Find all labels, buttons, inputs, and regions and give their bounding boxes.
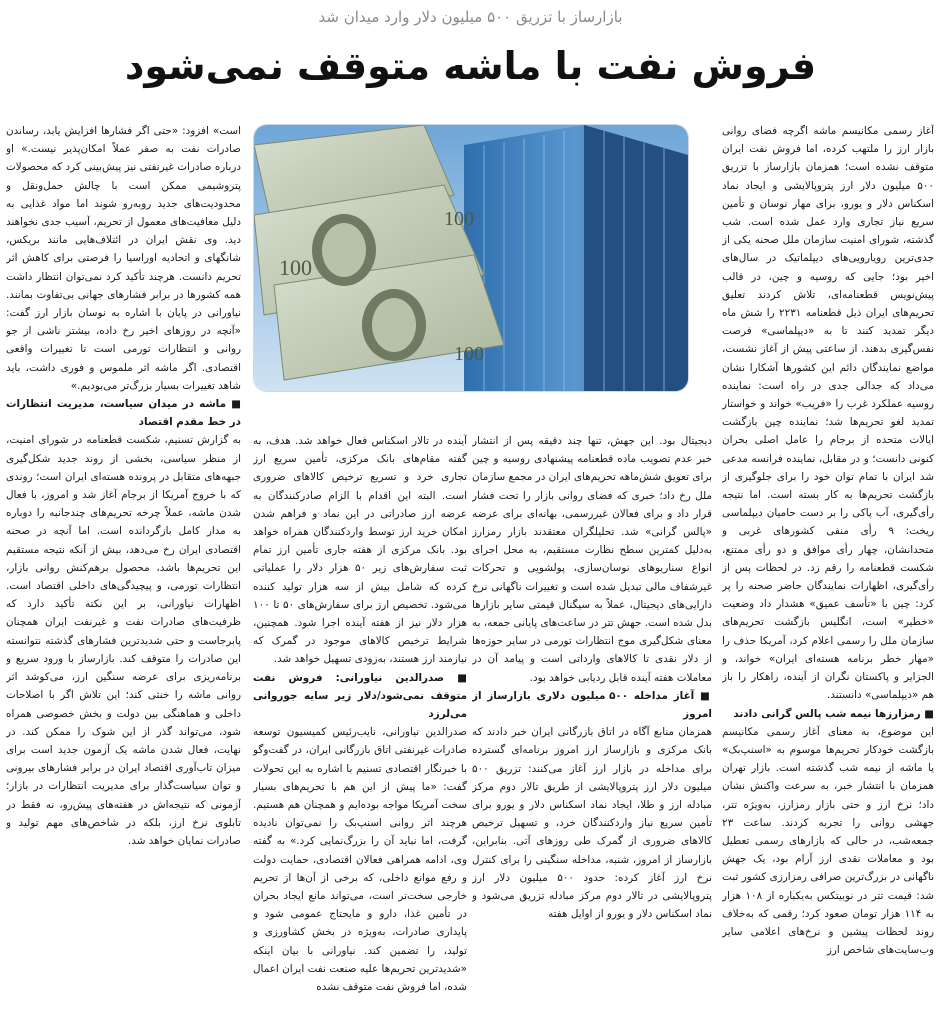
article-column-1 [722,122,934,1018]
article-photo [253,124,689,392]
svg-text:100: 100 [279,255,312,280]
section-subheading: ■ صدرالدین نیاورانی: فروش نفت متوقف نمی‌شود/دلار زیر سایه جوروانی می‌لرزد [253,671,467,721]
section-subheading: ■ رمزارزها نیمه شب پالس گرانی دادند [733,707,934,720]
body-paragraph: به گزارش تسنیم، شکست قطعنامه در شورای امنیت، از منظر سیاسی، بخشی از روند جدید شکل‌گیری جبهه‌های متقابل در پرونده هسته‌ای ایران است؛ روندی که با خروج آمریکا از برجام آغاز شد و امروز، با فعال شدن ماشه، عملاً چرخه تحریم‌های چندجانبه را دوباره به مدار کامل بازگردانده است. اما آنچه در صحنه اقتصادی ایران رخ می‌دهد، بیش از آنکه نتیجه مستقیم این تحریم‌ها باشد، محصول برهم‌کنش روانی بازار، انتظارات تورمی، و پیچیدگی‌های داخلی اقتصاد است. اظهارات نیاورانی، بر این نکته تأکید دارد که ظرفیت‌های صادرات نفت و غیرنفت ایران همچنان پابرجاست و حتی شدیدترین فشارهای گذشته نتوانسته این صادرات را متوقف کند. بازارساز با ورود سریع و برنامه‌ریزی برای عرضه سنگین ارز، می‌کوشد اثر روانی ماشه را خنثی کند؛ این تلاش اگر با اصلاحات داخلی و هماهنگی بین دولت و بخش خصوصی همراه شود، می‌تواند گذر از این شوک را ممکن کند. در نهایت، فعال شدن ماشه یک آزمون جدید است برای میزان تاب‌آوری اقتصاد ایران در برابر فشارهای بیرونی و توان سیاست‌گذار برای مدیریت انتظارات در بازار؛ آزمونی که نتیجه‌اش در هفته‌های پیش‌رو، نه فقط در تابلوی نرخ ارز، بلکه در شاخص‌های مهم تولید و صادرات نمایان خواهد شد. [6,434,241,847]
section-subheading: ■ آغاز مداخله ۵۰۰ میلیون دلاری بازارساز از امروز [472,689,712,721]
body-paragraph: است» افزود: «حتی اگر فشارها افزایش یابد، رساندن صادرات نفت به صفر عملاً امکان‌پذیر نیست.» او درباره صادرات غیرنفتی نیز پیش‌بینی کرد که محصولات پتروشیمی ممکن است با چالش حمل‌ونقل و محدودیت‌های جدید روبه‌رو شوند اما مواد غذایی به دلیل معافیت‌های معمول از تحریم، آسیب جدی نخواهند دید. وی نقش ایران در ائتلاف‌هایی مانند بریکس، شانگهای و اتحادیه اوراسیا را فرصتی برای کاهش اثر تحریم دانست. هرچند تأکید کرد نمی‌توان انتظار داشت همه کشورها در برابر فشارهای جهانی بی‌تفاوت بمانند. نیاورانی در پایان با اشاره به نوسان بازار ارز گفت: «آنچه در روزهای اخیر رخ داده، بیشتر ناشی از جو روانی و انتظارات تورمی است تا تغییرات واقعی اقتصادی. اگر ماشه اثر ملموس و فوری داشت، باید شاهد تغییرات بسیار بزرگ‌تر می‌بودیم.» [6,125,241,392]
svg-text:100: 100 [444,208,474,230]
body-paragraph: آینده در تالار اسکناس فعال خواهد شد. هدف، به گفته مقام‌های بانک مرکزی، تأمین سریع ارز تجاری خرد و تسریع ترخیص کالاهای ضروری است. البته این اقدام با الزام صادرکنندگان به عرضه ارز صادراتی در این نماد و فراهم شدن امکان خرید ارز توسط واردکنندگان همراه خواهد بود. بانک مرکزی از هفته جاری تأمین ارز تمام ثبت سفارش‌های زیر ۵۰ هزار دلار را عملیاتی کرده که شامل بیش از سه هزار تولید کننده می‌شود. تخصیص ارز برای سفارش‌های ۵۰ تا ۱۰۰ هزار دلار نیز از هفته آینده اجرا شود. همچنین، شرایط ترخیص کالاهای موجود در گمرک که نیازمند ارز هستند، به‌زودی تسهیل خواهد شد. [253,435,467,666]
svg-text:100: 100 [454,343,484,365]
body-paragraph: آغاز رسمی مکانیسم ماشه اگرچه فضای روانی بازار ارز را ملتهب کرده، اما فروش نفت ایران متوقف نشده است؛ همزمان بازارساز با تزریق ۵۰۰ میلیون دلار ارز پتروپالایشی و ایجاد نماد اسکناس دلار و یورو، برای مهار نوسان و تأمین سریع نیاز تجاری وارد عمل شده است. شب گذشته، شورای امنیت سازمان ملل صحنه یکی از جدی‌ترین رویارویی‌های دیپلماتیک در سال‌های اخیر بود؛ جایی که روسیه و چین، در قالب پیش‌نویس قطعنامه‌ای، تلاش کردند تعلیق تحریم‌های ایران ذیل قطعنامه ۲۲۳۱ را شش ماه دیگر تمدید کنند تا به «دیپلماسی» فرصت نفس‌گیری بدهند. از ساعتی پیش از آغاز نشست، مواضع نمایندگان دائم این کشورها آشکارا نشان می‌داد که جدالی جدی در راه است: نماینده روسیه عملکرد غرب را «فریب» خواند و خواستار تمدید لغو تحریم‌ها شد؛ نماینده چین بازگشت ایالات متحده از برجام را عامل اصلی بحران کنونی دانست؛ و در مقابل، نماینده فرانسه مدعی شد ایران با تمام توان خود را برای جلوگیری از بازگشت تحریم‌ها به کار بسته است. اما نتیجه رأی‌گیری، آب پاکی را بر دست حامیان دیپلماسی ریخت: ۹ رأی منفی کشورهای غربی و متحدانشان، چهار رأی موافق و دو رأی ممتنع، شکست قطعنامه را رقم زد. در لحظات پس از رأی‌گیری، اظهارات نمایندگان حاضر صحنه را پر کرد: چین با «تأسف عمیق» هشدار داد وضعیت «خطیر» است، انگلیس بازگشت تحریم‌های سازمان ملل را رسمی اعلام کرد، آمریکا حذف را «مهار خطر برنامه هسته‌ای ایران» خواند، و الجزایر و پاکستان نگران از آینده، راهکار را باز هم «دیپلماسی» دانستند. [722,125,934,702]
body-paragraph: صدرالدین نیاورانی، نایب‌رئیس کمیسیون توسعه صادرات غیرنفتی اتاق بازرگانی ایران، در گفت‌وگو با خبرنگار اقتصادی تسنیم با اشاره به این تحولات گفت: «ما پیش از این هم با تحریم‌های بسیار سخت آمریکا مواجه بوده‌ایم و همچنان هم هستیم. هرچند اثر روانی اسنپ‌بک را نمی‌توان نادیده گرفت، اما نباید آن را بزرگ‌نمایی کرد.» به گفته وی، ادامه همراهی فعالان اقتصادی، حمایت دولت و رفع موانع داخلی، که برخی از آن‌ها از تحریم خارجی سخت‌تر است، می‌تواند مانع ایجاد بحران در تأمین غذا، دارو و مایحتاج عمومی شود و پایداری صادرات، به‌ویژه در بخش کشاورزی و تولید، را تضمین کند. نیاورانی با بیان اینکه «شدیدترین تحریم‌ها علیه صنعت نفت ایران اعمال شده، اما فروش نفت متوقف نشده [253,726,467,994]
body-paragraph: دیجیتال بود. این جهش، تنها چند دقیقه پس از انتشار خبر عدم تصویب ماده قطعنامه پیشنهادی روسیه و چین برای تعویق شش‌ماهه تحریم‌های ایران در مجمع سازمان ملل رخ داد؛ خبری که فضای روانی بازار را تحت فشار قرار داد و برای فعالان غیررسمی، بهانه‌ای برای عرضه «پالس گرانی» شد. تحلیلگران معتقدند بازار رمزارز به‌دلیل کمترین سطح نظارت مستقیم، به محل اجرای انواع سناریوهای نوسان‌سازی، پولشویی و تحرکات غیرشفاف مالی تبدیل شده است و تغییرات ناگهانی نرخ دارایی‌های دیجیتال، عملاً به سیگنال قیمتی سایر بازارها بدل شده است. جهش تتر در ساعت‌های پایانی جمعه، به معنای شکل‌گیری موج انتظارات تورمی در سایر حوزه‌ها از دلار نقدی تا کالاهای وارداتی است و پیامد آن در معاملات هفته آینده قابل ردیابی خواهد بود. [472,435,712,684]
article-column-2 [472,432,712,1018]
kicker-subtitle: بازارساز با تزریق ۵۰۰ میلیون دلار وارد میدان شد [318,8,623,26]
body-paragraph: همزمان منابع آگاه در اتاق بازرگانی ایران خبر دادند که بانک مرکزی و بازارساز ارز امروز برنامه‌ای گسترده برای مداخله در بازار ارز آغاز می‌کنند: تزریق ۵۰۰ میلیون دلار ارز پتروپالایشی از طریق تالار دوم مرکز مبادله ارز و طلا، ایجاد نماد اسکناس دلار و یورو برای تأمین سریع نیاز واردکنندگان خرد، و تسهیل ترخیص کالاهای ضروری از گمرک طی روزهای آتی. بنابراین، بازارساز از امروز، شنبه، مداخله سنگینی را برای کنترل نرخ ارز آغاز کرده: حدود ۵۰۰ میلیون دلار ارز پتروپالایشی در تالار دوم مرکز مبادله تزریق می‌شود و نماد اسکناس دلار و یورو از اوایل هفته [472,726,712,921]
body-paragraph: این موضوع، به معنای آغاز رسمی مکانیسم بازگشت خودکار تحریم‌ها موسوم به «اسنپ‌بک» یا ماشه از نیمه شب گذشته است. بازار تهران همزمان با انتشار خبر، به سرعت واکنش نشان داد؛ نرخ ارز و حتی بازار رمزارز، به‌ویژه تتر، جهشی روانی را تجربه کردند. ساعت ۲۳ جمعه‌شب، در حالی که بازارهای رسمی تعطیل بود و معاملات نقدی ارز آرام بود، یک جهش ناگهانی در بزرگ‌ترین صرافی رمزارزی کشور ثبت شد: قیمت تتر در نوبیتکس به‌یکباره از ۱۰۸ هزار به ۱۱۴ هزار تومان صعود کرد؛ رقمی که به‌خلاف روند لحظات پیشین و نرخ‌های اعلامی سایر وب‌سایت‌های شاخص ارز [722,725,934,957]
article-column-4 [6,122,241,1018]
section-subheading: ■ ماشه در میدان سیاست، مدیریت انتظارات در خط مقدم اقتصاد [6,398,241,429]
headline: فروش نفت با ماشه متوقف نمی‌شود [124,44,817,88]
article-column-3 [253,432,467,1018]
